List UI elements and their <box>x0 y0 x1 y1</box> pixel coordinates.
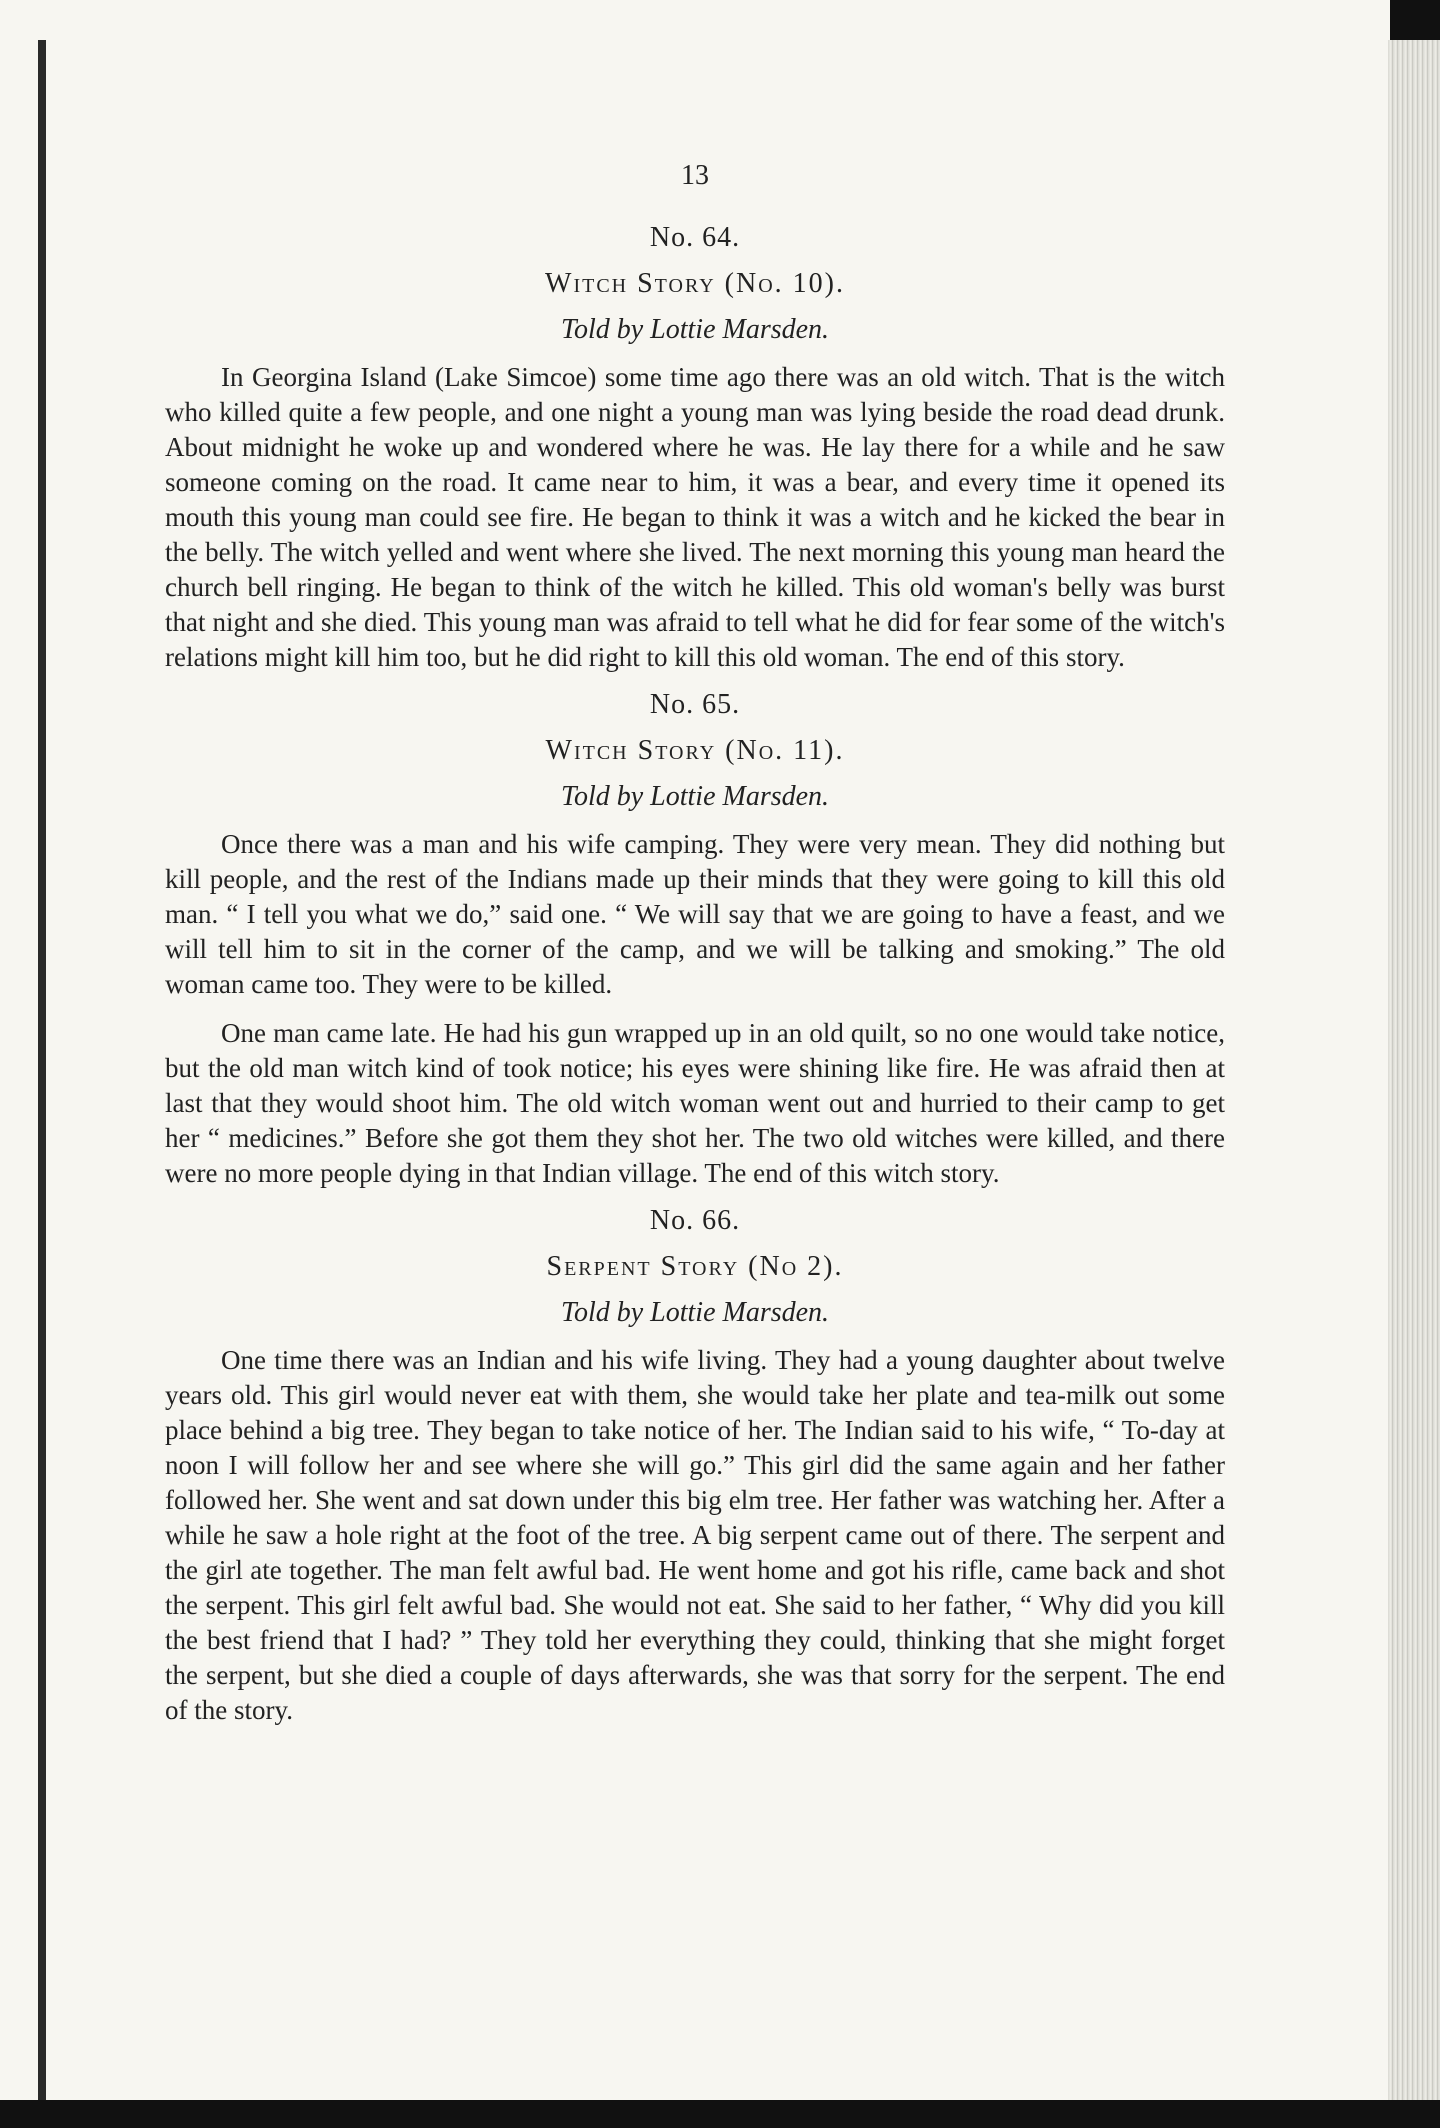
story-title: Serpent Story (No 2). <box>546 1251 844 1282</box>
page-edge-stack <box>1388 40 1440 2100</box>
story-number: No. 64. <box>649 222 741 253</box>
story-title: Witch Story (No. 11). <box>545 735 845 766</box>
page-number: 13 <box>681 160 709 191</box>
story-65 <box>165 689 1225 1191</box>
story-teller: Told by Lottie Marsden. <box>560 781 830 812</box>
page-content <box>165 160 1225 1742</box>
story-number: No. 65. <box>649 689 741 720</box>
story-66 <box>165 1205 1225 1728</box>
story-teller: Told by Lottie Marsden. <box>560 1297 830 1328</box>
story-64 <box>165 222 1225 675</box>
story-paragraph: One time there was an Indian and his wife living. They had a young daughter about twelve years old. This girl would never eat with them, she would take her plate and tea-milk out some place behind a big tree. They began to take notice of her. The Indian said to his wife, “ To-day at noon I will follow her and see where she will go.” This girl did the same again and her father followed her. She went and sat down under this big elm tree. Her father was watching her. After a while he saw a hole right at the foot of the tree. A big serpent came out of there. The serpent and the girl ate together. The man felt awful bad. He went home and got his rifle, came back and shot the serpent. This girl felt awful bad. She would not eat. She said to her father, “ Why did you kill the best friend that I had? ” They told her everything they could, thinking that she might forget the serpent, but she died a couple of days afterwards, she was that sorry for the serpent. The end of the story. <box>165 1345 1225 1725</box>
story-title: Witch Story (No. 10). <box>545 268 845 299</box>
story-paragraph: One man came late. He had his gun wrapped up in an old quilt, so no one would take notice, but the old man witch kind of took notice; his eyes were shining like fire. He was afraid then at last that they would shoot him. The old witch woman went out and hurried to their camp to get her “ medicines.” Before she got them they shot her. The two old witches were killed, and there were no more people dying in that Indian village. The end of this witch story. <box>165 1018 1225 1188</box>
page-gutter <box>38 40 46 2100</box>
story-paragraph: In Georgina Island (Lake Simcoe) some time ago there was an old witch. That is the witch who killed quite a few people, and one night a young man was lying beside the road dead drunk. About midnight he woke up and wondered where he was. He lay there for a while and he saw someone coming on the road. It came near to him, it was a bear, and every time it opened its mouth this young man could see fire. He began to think it was a witch and he kicked the bear in the belly. The witch yelled and went where she lived. The next morning this young man heard the church bell ringing. He began to think of the witch he killed. This old woman's belly was burst that night and she died. This young man was afraid to tell what he did for fear some of the witch's relations might kill him too, but he did right to kill this old woman. The end of this story. <box>165 362 1225 672</box>
scan-border-bottom <box>0 2100 1440 2128</box>
story-teller: Told by Lottie Marsden. <box>560 314 830 345</box>
story-number: No. 66. <box>649 1205 741 1236</box>
story-paragraph: Once there was a man and his wife camping. They were very mean. They did nothing but kill people, and the rest of the Indians made up their minds that they were going to kill this old man. “ I tell you what we do,” said one. “ We will say that we are going to have a feast, and we will tell him to sit in the corner of the camp, and we will be talking and smoking.” The old woman came too. They were to be killed. <box>165 829 1225 999</box>
